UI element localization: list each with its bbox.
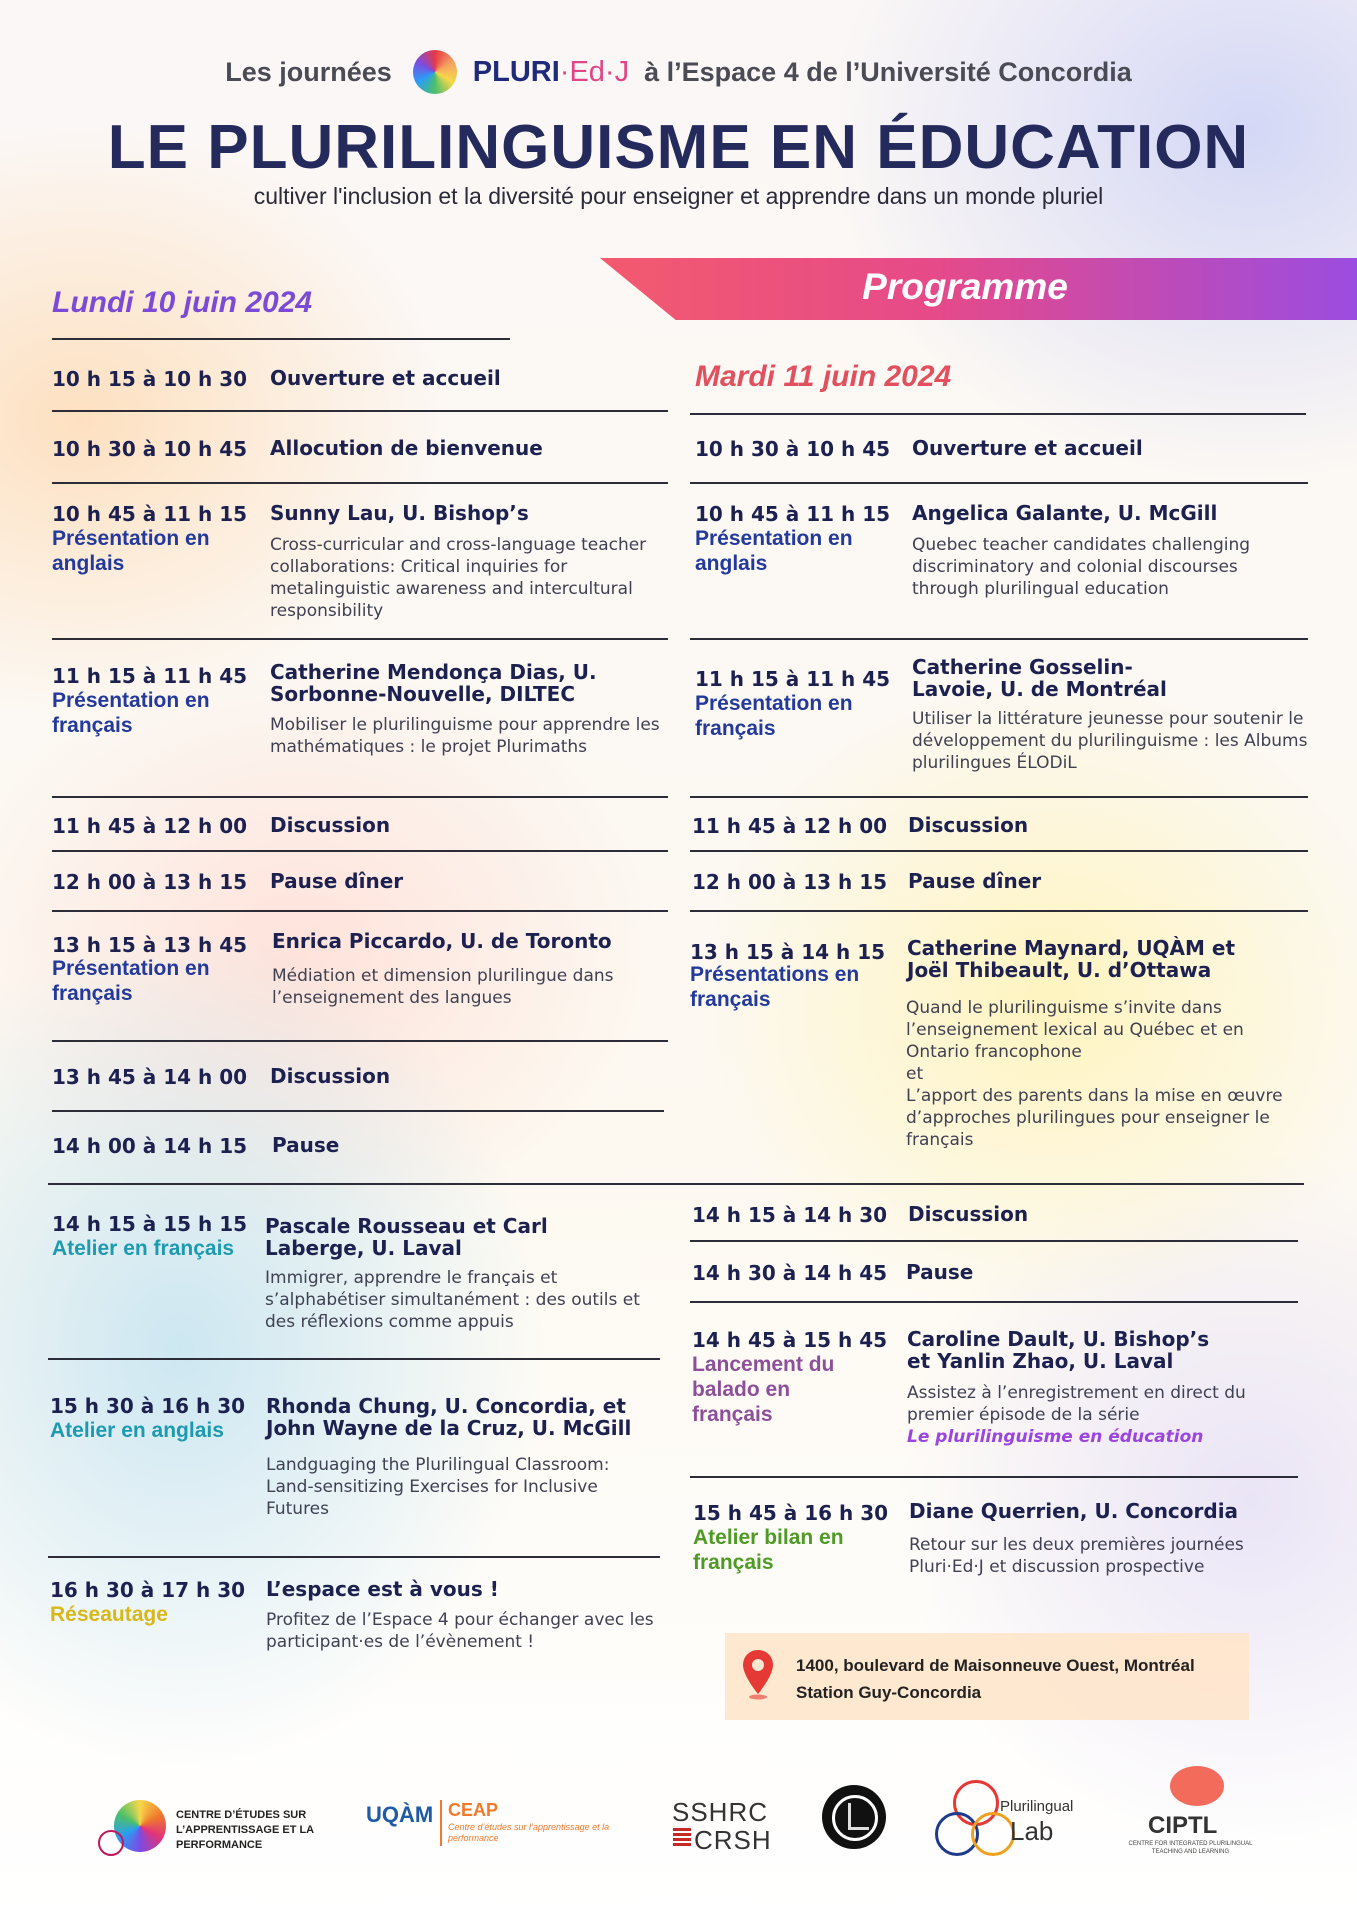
- ciptl-subtitle: CENTRE FOR INTEGRATED PLURILINGUAL TEACHING AND LEARNING: [1128, 1841, 1253, 1855]
- sshrc-text: SSHRC: [672, 1797, 769, 1827]
- day1-desc-10: Landguaging the Plurilingual Classroom: Land-sensitizing Exercises for Inclusive Futures: [266, 1455, 610, 1519]
- day2-title-5: Catherine Maynard, UQÀM et Joël Thibeault, U. d’Ottawa: [907, 936, 1236, 982]
- day2-time-6: 14 h 15 à 14 h 30: [692, 1203, 888, 1227]
- day1-title-11: L’espace est à vous !: [266, 1577, 499, 1601]
- day2-time-4: 12 h 00 à 13 h 15: [692, 870, 888, 894]
- day2-desc-1: Quebec teacher candidates challenging discriminatory and colonial discourses through plurilingual education: [912, 535, 1251, 599]
- day1-label-10: Atelier en anglais: [50, 1419, 224, 1442]
- divider: [690, 413, 1306, 415]
- day2-title-0: Ouverture et accueil: [912, 436, 1143, 460]
- divider: [52, 796, 668, 798]
- day2-heading: Mardi 11 juin 2024: [695, 360, 952, 393]
- day2-desc-5b: L’apport des parents dans la mise en œuvre d’approches plurilingues pour enseigner le français: [906, 1086, 1283, 1150]
- ceap-subtitle: Centre d’études sur l’apprentissage et la performance: [448, 1822, 610, 1843]
- divider: [52, 910, 668, 912]
- uqam-logo: UQÀM: [366, 1802, 434, 1827]
- header-prefix: Les journées: [225, 57, 392, 88]
- day1-label-6: Présentation en français: [52, 957, 210, 1005]
- day1-label-9: Atelier en français: [52, 1237, 235, 1260]
- day1-title-6: Enrica Piccardo, U. de Toronto: [272, 929, 612, 953]
- day2-desc-8: [907, 1382, 1297, 1448]
- ceap-logo: CEAP: [448, 1800, 499, 1820]
- plab-name-a: Plurilingual: [1000, 1798, 1074, 1815]
- page-title: LE PLURILINGUISME EN ÉDUCATION: [107, 113, 1250, 182]
- day1-title-9: Pascale Rousseau et Carl Laberge, U. Laval: [265, 1214, 548, 1260]
- day1-time-7: 13 h 45 à 14 h 00: [52, 1065, 248, 1089]
- day2-time-3: 11 h 45 à 12 h 00: [692, 814, 888, 838]
- day1-time-1: 10 h 30 à 10 h 45: [52, 437, 248, 461]
- cea-name: CENTRE D’ÉTUDES SUR L’APPRENTISSAGE ET LA PERFORMANCE: [176, 1809, 314, 1851]
- day2-desc-5-et: et: [906, 1064, 924, 1084]
- day2-desc-8-text: Assistez à l’enregistrement en direct du premier épisode de la série: [907, 1383, 1246, 1425]
- header-suffix: à l’Espace 4 de l’Université Concordia: [644, 57, 1132, 88]
- day2-desc-5: [906, 997, 1306, 1151]
- programme-label: Programme: [862, 266, 1068, 307]
- day2-label-1: Présentation en anglais: [695, 527, 853, 575]
- day1-desc-6: Médiation et dimension plurilingue dans l’enseignement des langues: [272, 966, 614, 1008]
- day2-time-2: 11 h 15 à 11 h 45: [695, 667, 891, 691]
- divider: [690, 482, 1308, 484]
- divider: [690, 910, 1308, 912]
- day1-label-11: Réseautage: [50, 1603, 168, 1626]
- divider: [690, 796, 1308, 798]
- day2-label-8: Lancement du balado en français: [692, 1353, 835, 1426]
- espace4-logo-icon: [822, 1785, 886, 1849]
- divider: [52, 1040, 668, 1042]
- plurilingual-lab-logo-icon: [935, 1780, 1015, 1858]
- header-line: [0, 52, 1357, 96]
- address-line1: 1400, boulevard de Maisonneuve Ouest, Montréal: [796, 1656, 1195, 1675]
- divider: [690, 1301, 1298, 1303]
- divider: [690, 1476, 1298, 1478]
- address-line2: Station Guy-Concordia: [796, 1683, 982, 1702]
- day2-title-3: Discussion: [908, 813, 1029, 837]
- pluriedj-logo-icon: [413, 50, 457, 94]
- ciptl-bubble-icon: [1170, 1766, 1224, 1806]
- day2-title-9: Diane Querrien, U. Concordia: [909, 1499, 1239, 1523]
- day1-time-5: 12 h 00 à 13 h 15: [52, 870, 248, 894]
- day2-desc-9: Retour sur les deux premières journées Pluri·Ed·J et discussion prospective: [909, 1535, 1244, 1577]
- day1-title-10: Rhonda Chung, U. Concordia, et John Wayne de la Cruz, U. McGill: [266, 1394, 632, 1440]
- day1-desc-3: Mobiliser le plurilinguisme pour apprendre les mathématiques : le projet Plurimaths: [270, 715, 660, 757]
- divider: [690, 850, 1308, 852]
- divider: [440, 1800, 442, 1846]
- address: [796, 1652, 1195, 1706]
- day1-title-0: Ouverture et accueil: [270, 366, 501, 390]
- divider: [52, 638, 668, 640]
- day1-time-0: 10 h 15 à 10 h 30: [52, 367, 248, 391]
- day2-label-9: Atelier bilan en français: [693, 1526, 844, 1574]
- divider: [48, 1556, 660, 1558]
- day2-time-7: 14 h 30 à 14 h 45: [692, 1261, 888, 1285]
- day2-time-0: 10 h 30 à 10 h 45: [695, 437, 891, 461]
- divider: [52, 410, 668, 412]
- plab-name-b: Lab: [1010, 1816, 1054, 1846]
- brand-pluri: PLURI: [472, 56, 560, 89]
- cea-logo-icon: [98, 1800, 170, 1856]
- page-subtitle: cultiver l'inclusion et la diversité pour enseigner et apprendre dans un monde pluriel: [253, 183, 1104, 209]
- day1-title-3: Catherine Mendonça Dias, U. Sorbonne-Nouvelle, DILTEC: [270, 660, 597, 706]
- day1-time-2: 10 h 45 à 11 h 15: [52, 502, 248, 526]
- day1-desc-11: Profitez de l’Espace 4 pour échanger avec les participant·es de l’évènement !: [266, 1610, 654, 1652]
- day2-title-4: Pause dîner: [908, 869, 1042, 893]
- day2-label-2: Présentation en français: [695, 692, 853, 740]
- divider: [52, 482, 668, 484]
- day1-title-1: Allocution de bienvenue: [270, 436, 543, 460]
- divider: [52, 1110, 664, 1112]
- day1-time-6: 13 h 15 à 13 h 45: [52, 933, 248, 957]
- day1-desc-9: Immigrer, apprendre le français et s’alphabétiser simultanément : des outils et des réflexions comme appuis: [265, 1268, 640, 1332]
- day2-label-5: Présentations en français: [690, 963, 860, 1011]
- sshrc-stripes-icon: [673, 1828, 691, 1846]
- day1-time-3: 11 h 15 à 11 h 45: [52, 664, 248, 688]
- divider: [52, 338, 510, 340]
- day2-title-6: Discussion: [908, 1202, 1029, 1226]
- day2-title-8: Caroline Dault, U. Bishop’s et Yanlin Zhao, U. Laval: [907, 1327, 1210, 1373]
- day2-title-1: Angelica Galante, U. McGill: [912, 501, 1218, 525]
- day2-time-9: 15 h 45 à 16 h 30: [693, 1501, 889, 1525]
- day1-title-2: Sunny Lau, U. Bishop’s: [270, 501, 529, 525]
- day2-title-2: Catherine Gosselin-Lavoie, U. de Montréal: [912, 655, 1167, 701]
- divider: [690, 1240, 1298, 1242]
- day1-title-7: Discussion: [270, 1064, 391, 1088]
- ciptl-logo: CIPTL: [1148, 1812, 1218, 1839]
- day2-desc-2: Utiliser la littérature jeunesse pour soutenir le développement du plurilinguisme : les Albums plurilingues ÉLODiL: [912, 709, 1308, 773]
- brand-edj: ·Ed·J: [559, 56, 630, 89]
- day1-time-4: 11 h 45 à 12 h 00: [52, 814, 248, 838]
- day2-time-1: 10 h 45 à 11 h 15: [695, 502, 891, 526]
- day1-title-4: Discussion: [270, 813, 391, 837]
- day1-title-8: Pause: [272, 1133, 340, 1157]
- day1-label-3: Présentation en français: [52, 689, 210, 737]
- day1-title-5: Pause dîner: [270, 869, 404, 893]
- day2-title-7: Pause: [906, 1260, 974, 1284]
- crsh-text: CRSH: [694, 1825, 772, 1855]
- divider: [48, 1358, 660, 1360]
- day2-desc-5a: Quand le plurilinguisme s’invite dans l’enseignement lexical au Québec et en Ontario francophone: [906, 998, 1244, 1062]
- podcast-series-title: Le plurilinguisme en éducation: [907, 1427, 1204, 1447]
- day1-desc-2: Cross-curricular and cross-language teacher collaborations: Critical inquiries for metalinguistic awareness and intercultural responsibility: [270, 535, 647, 621]
- divider: [660, 1183, 1304, 1185]
- day1-time-8: 14 h 00 à 14 h 15: [52, 1134, 248, 1158]
- day2-time-8: 14 h 45 à 15 h 45: [692, 1328, 888, 1352]
- day1-heading: Lundi 10 juin 2024: [52, 286, 313, 319]
- day1-time-10: 15 h 30 à 16 h 30: [50, 1394, 246, 1418]
- divider: [690, 638, 1308, 640]
- location-pin-icon: [741, 1648, 775, 1700]
- day2-time-5: 13 h 15 à 14 h 15: [690, 940, 886, 964]
- divider: [52, 850, 668, 852]
- day1-label-2: Présentation en anglais: [52, 527, 210, 575]
- day1-time-9: 14 h 15 à 15 h 15: [52, 1212, 248, 1236]
- day1-time-11: 16 h 30 à 17 h 30: [50, 1578, 246, 1602]
